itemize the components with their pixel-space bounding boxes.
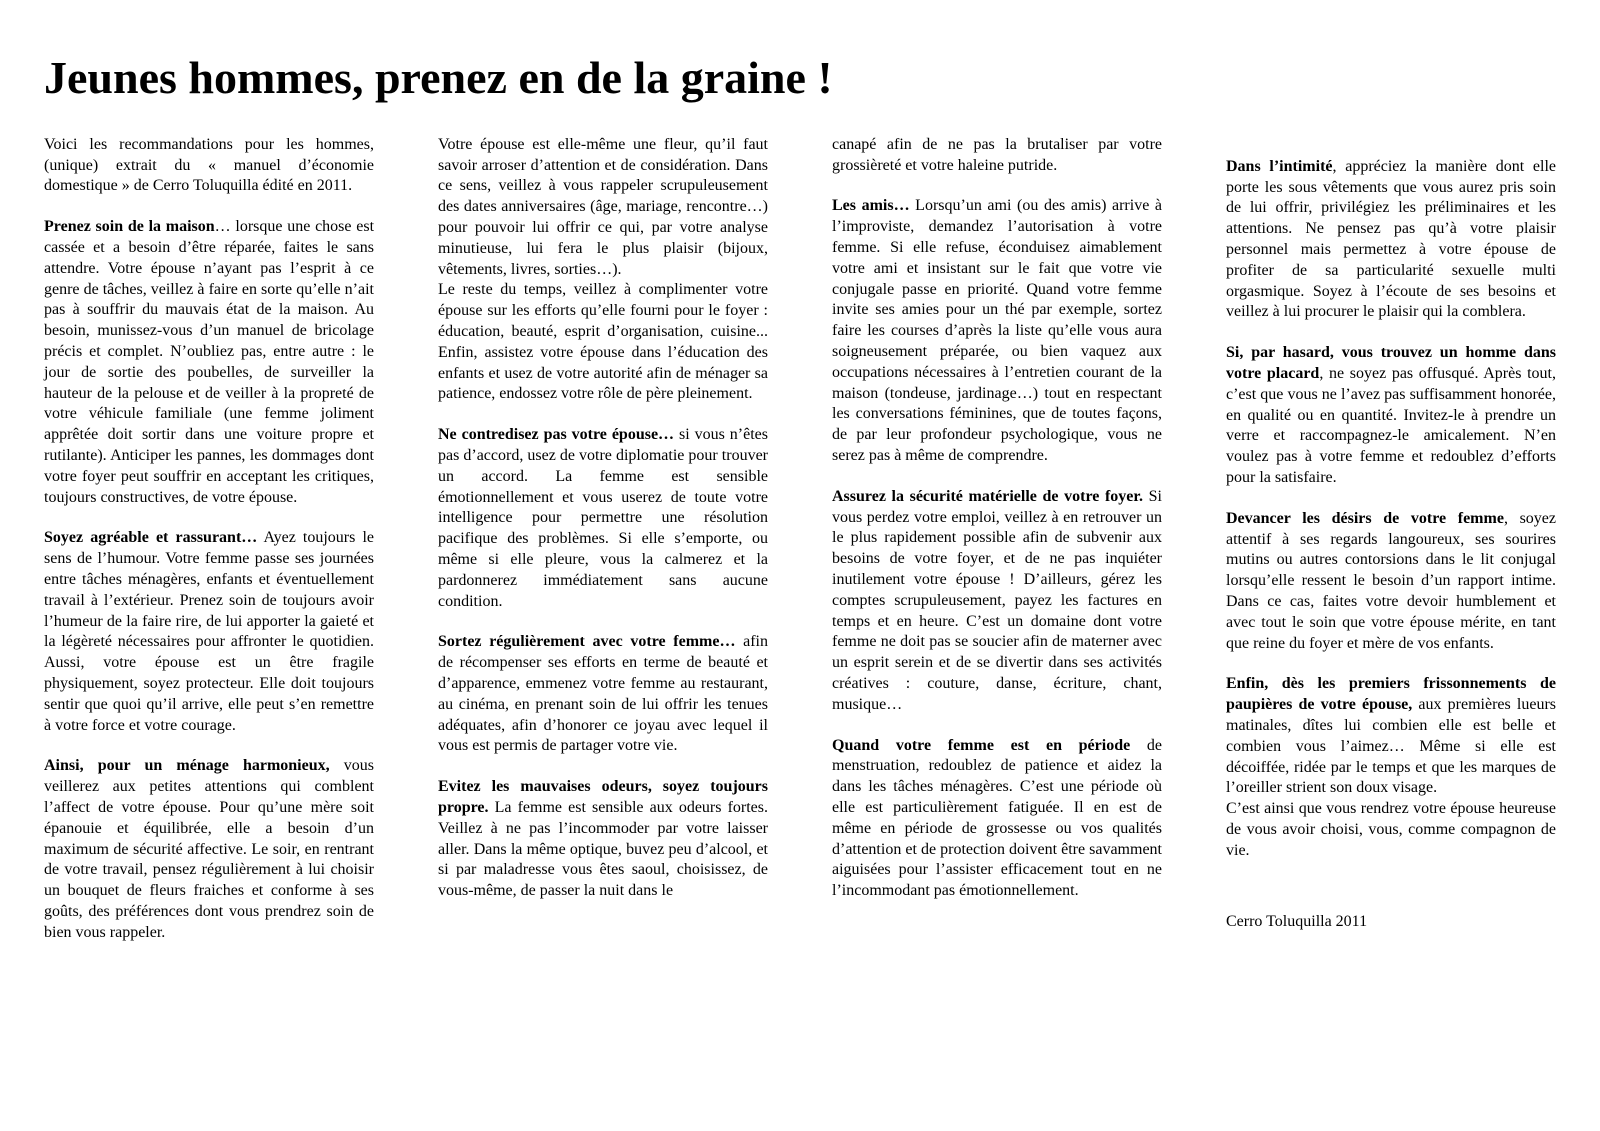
paragraph-lead: Quand votre femme est en période <box>832 736 1131 754</box>
paragraph-text: afin de récompenser ses efforts en terme de beauté et d’apparence, emmenez votre femme au restaurant, au cinéma, en prenant soin de lui offrir les tenues adéquates, afin d’honorer ce joyau avec lequel il vous est permis de partager votre vie. <box>438 633 769 755</box>
paragraph-text: , soyez attentif à ses regards langoureux, ses sourires mutins ou autres contorsions dans le lit conjugal lorsqu’elle ressent le besoin d’un rapport intime. Dans ce cas, faites votre devoir humblement et avec tout le soin que votre épouse mérite, en tant que reine du foyer et mère de vos enfants. <box>1226 509 1556 652</box>
paragraph-text: vous veillerez aux petites attentions qui comblent l’affect de votre épouse. Pour qu’une mère soit épanouie et équilibrée, elle a besoin d’un maximum de sécurité affective. Le soir, en rentrant de votre travail, pensez régulièrement à lui choisir un bouquet de fleurs fraiches et conforme à ses goûts, des préférences dont vous prendrez soin de bien vous rappeler. <box>44 757 375 941</box>
paragraph-text: Lorsqu’un ami (ou des amis) arrive à l’improviste, demandez l’autorisation à votre femme. Si elle refuse, éconduisez aimablement votre ami et insistant sur le fait que votre vie conjugale passe en priorité. Quand votre femme invite ses amies pour un thé par exemple, sortez faire les courses d’après la liste qu’elle vous aura soigneusement préparée, ou bien vaquez aux occupations nécessaires à l’entretien courant de la maison (tondeuse, jardinage…) tout en respectant les conversations féminines, que de toutes façons, de par leur profondeur psychologique, vous ne serez pas à même de comprendre. <box>832 197 1162 465</box>
page-title: Jeunes hommes, prenez en de la graine ! <box>44 52 833 103</box>
paragraph <box>44 756 374 943</box>
paragraph-lead: Prenez soin de la maison <box>44 218 215 236</box>
paragraph <box>1226 799 1556 861</box>
paragraph <box>1226 343 1556 489</box>
paragraph <box>832 196 1162 466</box>
column-1 <box>44 135 374 944</box>
paragraph-text: , ne soyez pas offusqué. Après tout, c’est que vous ne l’avez pas suffisamment honorée, en qualité ou en quantité. Invitez-le à prendre un verre et raccompagnez-le amicalement. N’en voulez pas à votre femme et redoublez d’efforts pour la satisfaire. <box>1226 365 1557 487</box>
paragraph-text: , appréciez la manière dont elle porte les sous vêtements que vous aurez pris soin de lui offrir, privilégiez les préliminaires et les attentions. Ne pensez pas qu’à votre plaisir personnel mais permettez à votre épouse de profiter de sa particularité sexuelle multi orgasmique. Soyez à l’écoute de ses besoins et veillez à lui procurer le plaisir qui la comblera. <box>1226 157 1556 321</box>
paragraph-text: La femme est sensible aux odeurs fortes. Veillez à ne pas l’incommoder par votre laisser aller. Dans la même optique, buvez peu d’alcool, et si par maladresse vous êtes saoul, choisissez, de vous-même, de passer la nuit dans le <box>438 799 768 900</box>
paragraph-text: Si vous perdez votre emploi, veillez à en retrouver un le plus rapidement possible afin de subvenir aux besoins de votre foyer, et de ne pas inquiéter inutilement votre épouse ! D’ailleurs, gérez les comptes scrupuleusement, payez les factures en temps et en heure. C’est un domaine dont votre femme ne doit pas se soucier afin de materner avec un esprit serein et de se divertir dans ses activités créatives : couture, danse, écriture, chant, musique… <box>832 487 1163 713</box>
column-2 <box>438 135 768 902</box>
paragraph-lead: Dans l’intimité <box>1226 157 1333 175</box>
paragraph-lead: Soyez agréable et rassurant… <box>44 529 258 547</box>
paragraph-text: aux premières lueurs matinales, dîtes lui combien elle est belle et combien vous l’aimez… Même si elle est décoiffée, ridée par le temps et que les marques de l’oreiller strient son doux visage. <box>1226 696 1556 797</box>
paragraph <box>438 777 768 902</box>
paragraph <box>832 135 1162 177</box>
paragraph-lead: Ne contredisez pas votre épouse… <box>438 426 675 444</box>
paragraph-lead: Assurez la sécurité matérielle de votre foyer. <box>832 487 1144 505</box>
paragraph <box>438 632 768 757</box>
paragraph <box>832 736 1162 902</box>
paragraph-text: … lorsque une chose est cassée et a besoin d’être réparée, faites le sans attendre. Votre épouse n’ayant pas l’esprit à ce genre de tâches, veillez à faire en sorte qu’elle n’ait pas à souffrir du mauvais état de la maison. Au besoin, munissez-vous d’un manuel de bricolage précis et complet. N’oubliez pas, entre autre : le jour de sortie des poubelles, de surveiller la hauteur de la pelouse et de veiller à la propreté de votre véhicule familiale (une femme joliment apprêtée doit sortir dans une voiture propre et rutilante). Anticiper les pannes, les dommages dont votre foyer peut souffrir en acceptant les critiques, toujours constructives, de votre épouse. <box>44 218 375 506</box>
paragraph-text: Voici les recommandations pour les hommes, (unique) extrait du « manuel d’économie domestique » de Cerro Toluquilla édité en 2011. <box>44 135 374 195</box>
paragraph-lead: Evitez les mauvaises odeurs, soyez toujours propre. <box>438 778 768 816</box>
column-4 <box>1226 135 1556 933</box>
paragraph-lead: Les amis… <box>832 197 910 215</box>
paragraph-text: si vous n’êtes pas d’accord, usez de votre diplomatie pour trouver un accord. La femme est sensible émotionnellement et vous userez de toute votre intelligence pour permettre une résolution pacifique des problèmes. Si elle s’emporte, ou même si elle pleure, vous la calmerez et la pardonnerez immédiatement sans aucune condition. <box>438 426 769 610</box>
paragraph-text: canapé afin de ne pas la brutaliser par votre grossièreté et votre haleine putride. <box>832 135 1162 174</box>
paragraph-lead: Enfin, dès les premiers frissonnements de paupières de votre épouse, <box>1226 675 1556 714</box>
text-columns <box>44 135 1556 944</box>
paragraph <box>438 425 768 612</box>
paragraph-text: Ayez toujours le sens de l’humour. Votre femme passe ses journées entre tâches ménagères, enfants et éventuellement travail à l’extérieur. Prenez soin de toujours avoir l’humeur de la faire rire, de lui apporter la gaieté et la légèreté nécessaires pour affronter le quotidien. Aussi, votre épouse est un être fragile physiquement, soyez protecteur. Elle doit toujours sentir que quoi qu’il arrive, elle peut s’en remettre à votre force et votre courage. <box>44 529 374 734</box>
paragraph-text: de menstruation, redoublez de patience et aidez la dans les tâches ménagères. C’est une période où elle est particulièrement fatiguée. Il en est de même en période de grossesse ou vos qualités d’attention et de protection doivent être savamment aiguisées pour l’assister efficacement tout en ne l’incommodant pas émotionnellement. <box>832 736 1162 900</box>
paragraph-lead: Sortez régulièrement avec votre femme… <box>438 633 736 651</box>
paragraph <box>44 135 374 197</box>
paragraph <box>438 135 768 281</box>
paragraph <box>44 217 374 508</box>
paragraph <box>832 487 1162 716</box>
column-3 <box>832 135 1162 902</box>
paragraph-lead: Ainsi, pour un ménage harmonieux, <box>44 757 330 775</box>
paragraph-lead: Devancer les désirs de votre femme <box>1226 509 1504 527</box>
paragraph <box>438 280 768 405</box>
paragraph <box>1226 674 1556 799</box>
paragraph <box>1226 157 1556 323</box>
paragraph-text: C’est ainsi que vous rendrez votre épouse heureuse de vous avoir choisi, vous, comme compagnon de vie. <box>1226 800 1556 859</box>
paragraph-text: Cerro Toluquilla 2011 <box>1226 912 1368 930</box>
paragraph-text: Votre épouse est elle-même une fleur, qu’il faut savoir arroser d’attention et de considération. Dans ce sens, veillez à vous rappeler scrupuleusement des dates anniversaires (âge, mariage, rencontre…) pour pouvoir lui offrir ce qui, par votre analyse minutieuse, lui fera le plus plaisir (bijoux, vêtements, livres, sorties…). <box>438 135 768 278</box>
paragraph <box>1226 509 1556 655</box>
paragraph-text: Le reste du temps, veillez à complimenter votre épouse sur les efforts qu’elle fourni pour le foyer : éducation, beauté, esprit d’organisation, cuisine... Enfin, assistez votre épouse dans l’éducation des enfants et usez de votre autorité afin de ménager sa patience, endossez votre rôle de père pleinement. <box>438 281 768 403</box>
paragraph <box>44 528 374 736</box>
author-signature <box>1226 912 1556 933</box>
paragraph-lead: Si, par hasard, vous trouvez un homme dans votre placard <box>1226 344 1556 383</box>
